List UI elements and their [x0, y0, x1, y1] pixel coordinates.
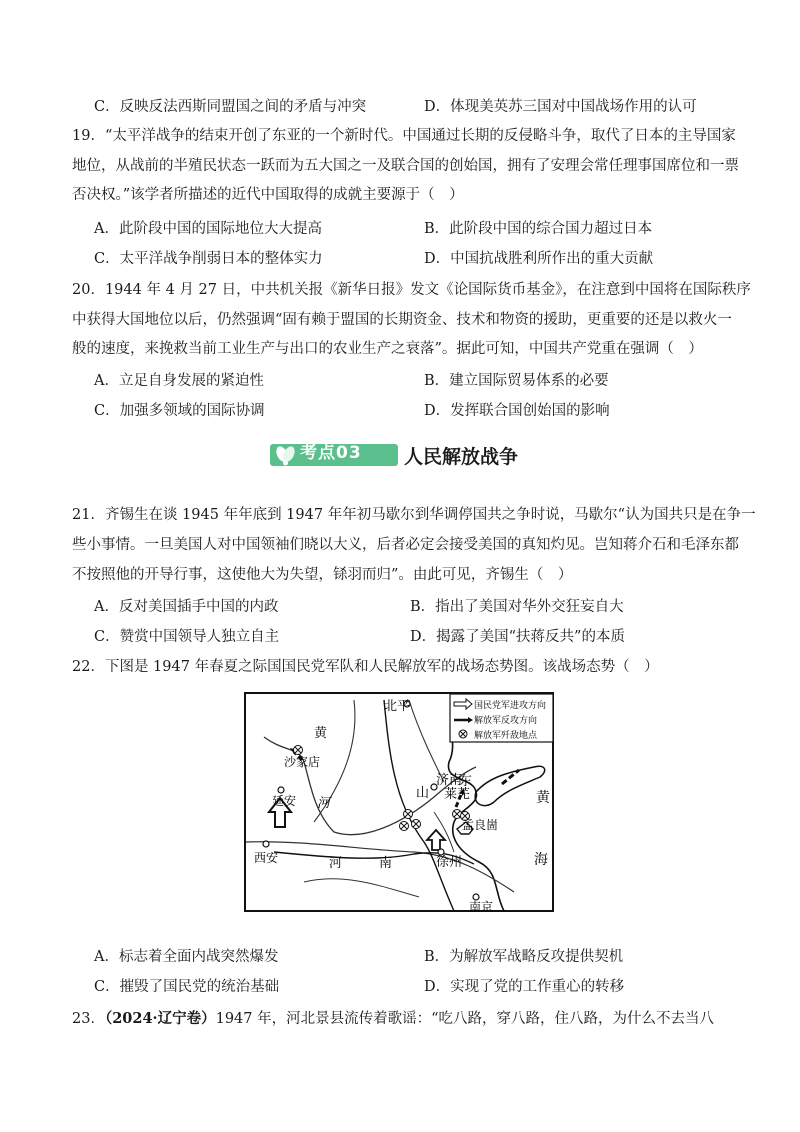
city-dot-yanan	[278, 787, 284, 793]
place-nanjing: 南京	[469, 900, 494, 912]
region-nan: 南	[379, 856, 393, 871]
q19-option-b: B．此阶段中国的综合国力超过日本	[424, 221, 653, 237]
q20-stem-line-1: 20．1944 年 4 月 27 日，中共机关报《新华日报》发文《论国际货币基金》，在注意到中国将在国际秩序	[72, 282, 751, 298]
region-he-1: 河	[317, 796, 331, 811]
q19-stem-line-3: 否决权。”该学者所描述的近代中国取得的成就主要源于（ ）	[72, 187, 464, 203]
q18-option-d: D．体现美英苏三国对中国战场作用的认可	[424, 99, 697, 115]
place-jinan: 济南	[436, 773, 463, 788]
battle-site-shajiadian-icon	[294, 746, 303, 755]
region-huang-2: 黄	[536, 790, 550, 806]
section-badge-label: 考点03	[300, 443, 362, 463]
battle-site-shandong-3-icon	[412, 820, 421, 829]
q19-stem-line-2: 地位，从战前的半殖民状态一跃而为五大国之一及联合国的创始国，拥有了安理会常任理事国席位和一票	[72, 158, 739, 174]
region-hai: 海	[534, 852, 548, 868]
q20-option-a: A．立足自身发展的紧迫性	[94, 373, 264, 389]
q22-stem: 22．下图是 1947 年春夏之际国国民党军队和人民解放军的战场态势图。该战场态势（ ）	[72, 659, 659, 675]
q21-option-c: C．赞赏中国领导人独立自主	[94, 629, 280, 645]
q22-option-c: C．摧毁了国民党的统治基础	[94, 979, 280, 995]
battle-site-shandong-1-icon	[404, 810, 413, 819]
region-he-2: 河	[329, 856, 343, 871]
q21-stem-line-1: 21．齐锡生在谈 1945 年年底到 1947 年年初马歇尔到华调停国共之争时说，马歇尔“认为国共只是在争一	[72, 507, 756, 523]
q22-option-d: D．实现了党的工作重心的转移	[424, 979, 625, 995]
q23-source: （2024·辽宁卷）	[104, 1010, 216, 1027]
place-xuzhou: 徐州	[436, 855, 463, 870]
q19-option-d: D．中国抗战胜利所作出的重大贡献	[424, 251, 654, 267]
q20-option-b: B．建立国际贸易体系的必要	[424, 373, 609, 389]
q21-option-d: D．揭露了美国“扶蒋反共”的本质	[410, 629, 625, 645]
battle-site-shandong-2-icon	[400, 822, 409, 831]
legend-pla-label: 解放军反攻方向	[474, 716, 538, 726]
section-title: 人民解放战争	[404, 446, 519, 468]
region-huang-1: 黄	[314, 726, 328, 741]
legend-kmt-label: 国民党军进攻方向	[474, 701, 547, 711]
q19-option-a: A．此阶段中国的国际地位大大提高	[94, 221, 322, 237]
q20-stem-line-3: 般的速度，来挽救当前工业生产与出口的农业生产之衰落”。据此可知，中国共产党重在强调（ ）	[72, 341, 703, 357]
place-laiwu: 莱芜	[444, 787, 471, 802]
q22-option-a: A．标志着全面内战突然爆发	[94, 949, 279, 965]
place-xian: 西安	[254, 851, 279, 865]
q22-option-b: B．为解放军战略反攻提供契机	[424, 949, 624, 965]
region-shan: 山	[416, 786, 430, 801]
place-yanan: 延安	[272, 794, 297, 808]
q23-number: 23．	[72, 1011, 105, 1027]
q21-option-b: B．指出了美国对华外交狂妄自大	[410, 599, 624, 615]
q20-option-c: C．加强多领域的国际协调	[94, 403, 265, 419]
q23-stem	[72, 1009, 714, 1029]
q23-text: 1947 年，河北景县流传着歌谣：“吃八路，穿八路，住八路，为什么不去当八	[215, 1011, 715, 1027]
q20-option-d: D．发挥联合国创始国的影响	[424, 403, 610, 419]
place-menglianggu: 孟良崮	[462, 818, 499, 832]
section-badge	[270, 440, 400, 470]
legend-battle-label: 解放军歼敌地点	[474, 731, 538, 741]
q21-stem-line-3: 不按照他的开导行事，这使他大为失望，铩羽而归”。由此可见，齐锡生（ ）	[72, 567, 573, 583]
city-dot-xian	[263, 841, 269, 847]
q18-option-c: C．反映反法西斯同盟国之间的矛盾与冲突	[94, 99, 367, 115]
leaf-icon	[274, 442, 298, 468]
place-beiping: 北平	[384, 699, 411, 714]
battlefield-map	[244, 692, 554, 912]
q19-stem-line-1: 19．“太平洋战争的结束开创了东亚的一个新时代。中国通过长期的反侵略斗争，取代了日本的主导国家	[72, 128, 736, 144]
q21-stem-line-2: 些小事情。一旦美国人对中国领袖们晓以大义，后者必定会接受美国的真知灼见。岂知蒋介石和毛泽东都	[72, 537, 739, 553]
q21-option-a: A．反对美国插手中国的内政	[94, 599, 279, 615]
q19-option-c: C．太平洋战争削弱日本的整体实力	[94, 251, 323, 267]
q20-stem-line-2: 中获得大国地位以后，仍然强调“固有赖于盟国的长期资金、技术和物资的援助，更重要的还是以救火一	[72, 312, 732, 328]
place-shajiadian: 沙家店	[284, 755, 321, 769]
region-dong: 东	[459, 774, 473, 789]
